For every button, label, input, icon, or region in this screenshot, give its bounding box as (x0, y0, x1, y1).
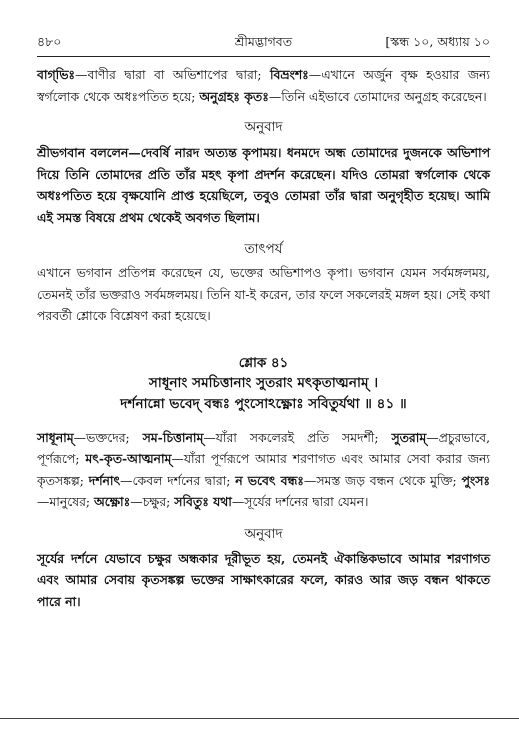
synonym-term: মৎ-কৃত-আত্মনাম্ (85, 451, 172, 466)
bottom-rule (0, 718, 519, 719)
synonym-meaning: —যাঁরা সকলেরই প্রতি সমদর্শী; (203, 429, 392, 445)
verse-line-1: সাধূনাং সমচিত্তানাং সুতরাং মৎকৃতাত্মনাম্ । (148, 374, 379, 391)
synonym-term: ন ভবেৎ বন্ধঃ (235, 472, 304, 488)
synonym-term: সাধূনাম্ (37, 429, 74, 445)
synonym-term: পুংসঃ (461, 472, 490, 488)
synonym-meaning: —তিনি এইভাবে তোমাদের অনুগ্রহ করেছেন। (268, 88, 487, 104)
verse-number: শ্লোক ৪১ (238, 354, 289, 371)
translation-heading: অনুবাদ (244, 526, 283, 542)
translation-heading: অনুবাদ (244, 120, 283, 135)
synonym-term: সবিতুঃ যথা (174, 494, 232, 509)
header-rule (37, 56, 490, 57)
translation-text: শ্রীভগবান বললেন—দেবর্ষি নারদ অত্যন্ত কৃপাময়। ধনমদে অন্ধ তোমাদের দুজনকে অভিশাপ দিয়ে তিনি তোমাদের প্রতি তাঁর মহৎ কৃপা প্রদর্শন করেছেন। যদিও তোমরা স্বর্গলোক থেকে অধঃপতিত হয়ে বৃক্ষযোনি প্রাপ্ত হয়েছিলে, তবুও তোমরা তাঁর দ্বারা অনুগৃহীত হয়েছ। আমি এই সমস্ত বিষয়ে প্রথম থেকেই অবগত ছিলাম। (37, 145, 490, 225)
synonym-term: সুতরাম্ (391, 429, 427, 445)
synonym-term: অক্ষ্ণোঃ (94, 494, 131, 509)
synonym-meaning: —কেবল দর্শনের দ্বারা; (120, 472, 236, 488)
verse-line-2: দর্শনান্নো ভবেদ্ বন্ধঃ পুংসোঽক্ষ্ণোঃ সবিতুর্যথা ॥ ৪১ ॥ (120, 395, 407, 412)
synonym-meaning: —প্রচুরভাবে, পূর্ণরূপে; (37, 429, 491, 466)
synonyms-verse (37, 427, 490, 513)
purport-heading: তাৎপর্য (244, 242, 283, 257)
synonym-term: বিভ্রংশঃ (269, 67, 309, 82)
synonym-term: দর্শনাৎ (88, 472, 121, 488)
synonym-term: অনুগ্রহঃ কৃতঃ (199, 88, 269, 104)
synonym-term: সম-চিত্তানাম্ (142, 429, 204, 445)
synonym-meaning: —সূর্যের দর্শনের দ্বারা যেমন। (231, 494, 369, 509)
synonym-meaning: —বাণীর দ্বারা বা অভিশাপের দ্বারা; (75, 67, 270, 82)
purport-text: এখানে ভগবান প্রতিপন্ন করেছেন যে, ভক্তের অভিশাপও কৃপা। ভগবান যেমন সর্বমঙ্গলময়, তেমনই তাঁর ভক্তরাও সর্বমঙ্গলময়। তিনি যা-ই করেন, তার ফলে সকলেরই মঙ্গল হয়। সেই কথা পরবর্তী শ্লোকে বিশ্লেষণ করা হয়েছে। (37, 265, 490, 323)
synonym-term: বাগ্‌ভিঃ (37, 67, 76, 82)
synonym-meaning: —সমস্ত জড় বন্ধন থেকে মুক্তি; (303, 472, 462, 488)
page-body (37, 64, 490, 612)
translation-text: সূর্যের দর্শনে যেভাবে চক্ষুর অন্ধকার দূরীভূত হয়, তেমনই ঐকান্তিকভাবে আমার শরণাগত এবং আমার সেবায় কৃতসঙ্কল্প ভক্তের সাক্ষাৎকারের ফলে, কারও আর জড় বন্ধন থাকতে পারে না। (37, 550, 490, 609)
page-header (37, 33, 490, 51)
chapter-range: [স্কন্ধ ১০, অধ্যায় ১০ (385, 34, 490, 49)
synonym-meaning: —এখানে অর্জুন বৃক্ষ হওয়ার জন্য স্বর্গলোক থেকে অধঃপতিত হয়ে; (37, 67, 490, 104)
page-number: ৪৮০ (37, 34, 62, 49)
synonym-meaning: —যাঁরা পূর্ণরূপে আমার শরণাগত এবং আমার সেবা করার জন্য কৃতসঙ্কল্প; (37, 451, 490, 488)
book-title: শ্রীমদ্ভাগবত (234, 34, 293, 49)
synonym-meaning: —মানুষের; (37, 494, 94, 509)
synonym-meaning: —ভক্তদের; (73, 429, 143, 445)
synonyms-top (37, 64, 490, 107)
synonym-meaning: —চক্ষুর; (130, 494, 175, 509)
